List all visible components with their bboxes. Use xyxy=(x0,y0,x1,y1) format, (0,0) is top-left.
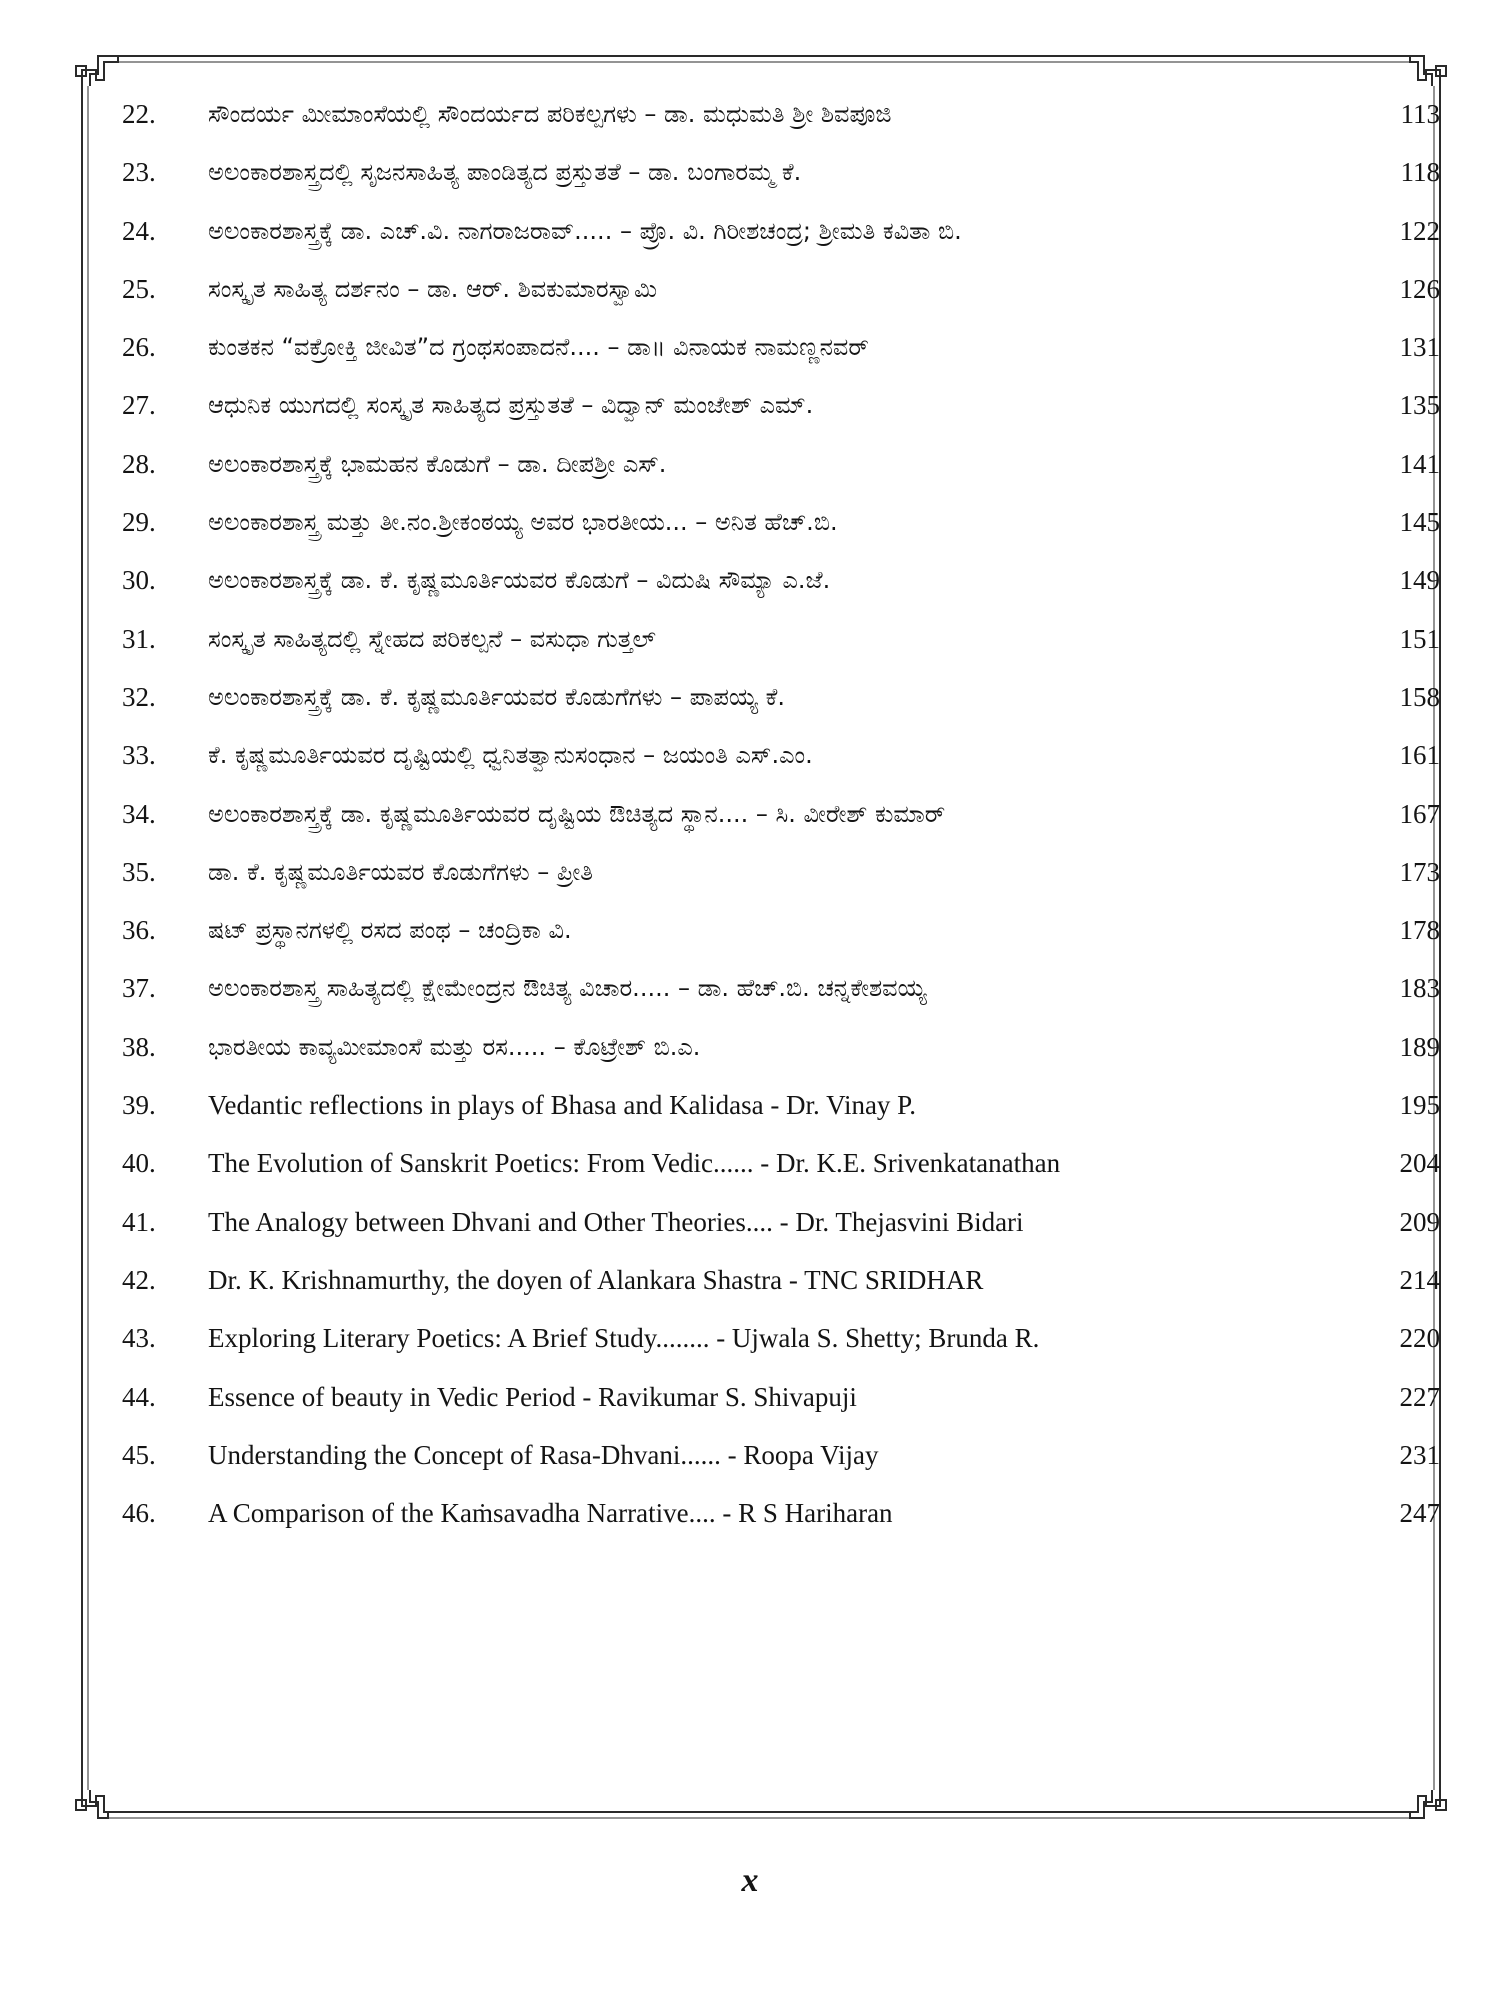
toc-entry-number: 26. xyxy=(122,332,156,363)
toc-entry-title: ಸಂಸ್ಕೃತ ಸಾಹಿತ್ಯ ದರ್ಶನಂ – ಡಾ. ಆರ್. ಶಿವಕುಮಾರಸ್ವಾಮಿ xyxy=(208,274,658,303)
toc-entry-page: 141 xyxy=(1399,448,1440,479)
toc-entry-number: 32. xyxy=(122,681,156,712)
toc-entry-number: 22. xyxy=(122,99,156,129)
toc-entry-page: 158 xyxy=(1399,681,1440,712)
toc-entry-number: 28. xyxy=(122,448,156,479)
toc-entry-number: 31. xyxy=(122,623,156,654)
toc-entry xyxy=(122,383,1440,441)
toc-entry-title: Exploring Literary Poetics: A Brief Study........ - Ujwala S. Shetty; Brunda R. xyxy=(208,1323,1040,1354)
toc-entry xyxy=(122,442,1440,500)
toc-entry-page: 214 xyxy=(1399,1264,1440,1295)
toc-entry-number: 29. xyxy=(122,507,156,538)
toc-entry-title: ಅಲಂಕಾರಶಾಸ್ತ್ರಕ್ಕೆ ಡಾ. ಕೆ. ಕೃಷ್ಣಮೂರ್ತಿಯವರ ಕೊಡುಗೆಗಳು – ಪಾಪಯ್ಯ ಕೆ. xyxy=(208,682,785,711)
toc-entry-title: Vedantic reflections in plays of Bhasa and Kalidasa - Dr. Vinay P. xyxy=(208,1090,916,1121)
toc-entry-page: 173 xyxy=(1399,856,1440,887)
page-number: x xyxy=(741,1862,759,1899)
toc-entry xyxy=(122,1316,1440,1374)
toc-entry-title: ಅಲಂಕಾರಶಾಸ್ತ್ರಕ್ಕೆ ಡಾ. ಎಚ್.ವಿ. ನಾಗರಾಜರಾವ್..... – ಪ್ರೊ. ವಿ. ಗಿರೀಶಚಂದ್ರ; ಶ್ರೀಮತಿ ಕವಿತಾ ಬಿ. xyxy=(208,216,962,245)
toc-entry xyxy=(122,325,1440,383)
toc-entry-page: 149 xyxy=(1399,565,1440,596)
toc-entry-title: ಅಲಂಕಾರಶಾಸ್ತ್ರ ಸಾಹಿತ್ಯದಲ್ಲಿ ಕ್ಷೇಮೇಂದ್ರನ ಔಚಿತ್ಯ ವಿಚಾರ..... – ಡಾ. ಹೆಚ್.ಬಿ. ಚನ್ನಕೇಶವಯ್ಯ xyxy=(208,974,927,1003)
toc-entry xyxy=(122,1258,1440,1316)
toc-entry-number: 23. xyxy=(122,157,156,188)
toc-entry-title: ಅಲಂಕಾರಶಾಸ್ತ್ರಕ್ಕೆ ಭಾಮಹನ ಕೊಡುಗೆ – ಡಾ. ದೀಪಶ್ರೀ ಎಸ್. xyxy=(208,449,667,478)
toc-entry xyxy=(122,1433,1440,1491)
toc-entry xyxy=(122,500,1440,558)
toc-entry-number: 37. xyxy=(122,973,156,1004)
toc-entry-page: 231 xyxy=(1399,1439,1440,1470)
toc-entry-page: 227 xyxy=(1399,1381,1440,1412)
toc-entry-number: 33. xyxy=(122,740,156,771)
toc-entry xyxy=(122,267,1440,325)
toc-entry-number: 24. xyxy=(122,215,156,246)
toc-entry xyxy=(122,908,1440,966)
toc-entry xyxy=(122,1491,1440,1549)
toc-entry-page: 167 xyxy=(1399,798,1440,829)
toc-entry-title: ಷಟ್ ಪ್ರಸ್ಥಾನಗಳಲ್ಲಿ ರಸದ ಪಂಥ – ಚಂದ್ರಿಕಾ ವಿ. xyxy=(208,916,572,945)
toc-entry-page: 204 xyxy=(1399,1148,1440,1179)
toc-entry-page: 131 xyxy=(1399,332,1440,363)
toc-entry-title: The Analogy between Dhvani and Other Theories.... - Dr. Thejasvini Bidari xyxy=(208,1206,1024,1237)
toc-entry-title: ಕೆ. ಕೃಷ್ಣಮೂರ್ತಿಯವರ ದೃಷ್ಟಿಯಲ್ಲಿ ಧ್ವನಿತತ್ವಾನುಸಂಧಾನ – ಜಯಂತಿ ಎಸ್.ಎಂ. xyxy=(208,741,813,770)
table-of-contents xyxy=(122,92,1440,1549)
toc-entry-page: 189 xyxy=(1399,1031,1440,1062)
toc-entry-title: ಅಲಂಕಾರಶಾಸ್ತ್ರದಲ್ಲಿ ಸೃಜನಸಾಹಿತ್ಯ ಪಾಂಡಿತ್ಯದ ಪ್ರಸ್ತುತತೆ – ಡಾ. ಬಂಗಾರಮ್ಮ ಕೆ. xyxy=(208,158,802,187)
toc-entry-page: 220 xyxy=(1399,1323,1440,1354)
toc-entry-page: 113 xyxy=(1400,99,1440,129)
toc-entry-title: ಡಾ. ಕೆ. ಕೃಷ್ಣಮೂರ್ತಿಯವರ ಕೊಡುಗೆಗಳು – ಪ್ರೀತಿ xyxy=(208,857,593,886)
toc-entry xyxy=(122,150,1440,208)
toc-entry xyxy=(122,1083,1440,1141)
toc-entry-title: ಅಲಂಕಾರಶಾಸ್ತ್ರಕ್ಕೆ ಡಾ. ಕೆ. ಕೃಷ್ಣಮೂರ್ತಿಯವರ ಕೊಡುಗೆ – ವಿದುಷಿ ಸೌಮ್ಯಾ ಎ.ಜೆ. xyxy=(208,566,831,595)
toc-entry-page: 122 xyxy=(1399,215,1440,246)
toc-entry-number: 35. xyxy=(122,856,156,887)
toc-entry-title: ಸಂಸ್ಕೃತ ಸಾಹಿತ್ಯದಲ್ಲಿ ಸ್ನೇಹದ ಪರಿಕಲ್ಪನೆ – ವಸುಧಾ ಗುತ್ತಲ್ xyxy=(208,624,656,653)
toc-entry xyxy=(122,792,1440,850)
toc-entry-page: 151 xyxy=(1399,623,1440,654)
toc-entry-number: 30. xyxy=(122,565,156,596)
toc-entry-number: 27. xyxy=(122,390,156,421)
toc-entry xyxy=(122,675,1440,733)
toc-entry-number: 44. xyxy=(122,1381,156,1412)
toc-entry xyxy=(122,1375,1440,1433)
toc-entry-number: 46. xyxy=(122,1498,156,1529)
toc-entry-page: 118 xyxy=(1400,157,1440,188)
toc-entry-page: 126 xyxy=(1399,273,1440,304)
toc-entry-number: 43. xyxy=(122,1323,156,1354)
toc-entry-number: 45. xyxy=(122,1439,156,1470)
toc-entry-page: 183 xyxy=(1399,973,1440,1004)
toc-entry-title: Essence of beauty in Vedic Period - Ravikumar S. Shivapuji xyxy=(208,1381,857,1412)
toc-entry-page: 135 xyxy=(1399,390,1440,421)
toc-entry-title: ಅಲಂಕಾರಶಾಸ್ತ್ರ ಮತ್ತು ತೀ.ನಂ.ಶ್ರೀಕಂಠಯ್ಯ ಅವರ ಭಾರತೀಯ... – ಅನಿತ ಹೆಚ್.ಬಿ. xyxy=(208,508,838,537)
toc-entry xyxy=(122,209,1440,267)
toc-entry xyxy=(122,966,1440,1024)
toc-entry-number: 25. xyxy=(122,273,156,304)
toc-entry-page: 209 xyxy=(1399,1206,1440,1237)
toc-entry-page: 145 xyxy=(1399,507,1440,538)
toc-entry-title: The Evolution of Sanskrit Poetics: From Vedic...... - Dr. K.E. Srivenkatanathan xyxy=(208,1148,1061,1179)
toc-entry-number: 38. xyxy=(122,1031,156,1062)
toc-entry xyxy=(122,558,1440,616)
toc-entry xyxy=(122,92,1440,150)
toc-entry-page: 195 xyxy=(1399,1090,1440,1121)
toc-entry-number: 36. xyxy=(122,915,156,946)
toc-entry-page: 178 xyxy=(1399,915,1440,946)
toc-entry-number: 40. xyxy=(122,1148,156,1179)
toc-entry-number: 41. xyxy=(122,1206,156,1237)
toc-entry-title: ಕುಂತಕನ “ವಕ್ರೋಕ್ತಿ ಜೀವಿತ”ದ ಗ್ರಂಥಸಂಪಾದನೆ.... – ಡಾ॥ ವಿನಾಯಕ ನಾಮಣ್ಣನವರ್ xyxy=(208,333,869,362)
toc-entry xyxy=(122,1025,1440,1083)
toc-entry-title: ಸೌಂದರ್ಯ ಮೀಮಾಂಸೆಯಲ್ಲಿ ಸೌಂದರ್ಯದ ಪರಿಕಲ್ಪಗಳು – ಡಾ. ಮಧುಮತಿ ಶ್ರೀ ಶಿವಪೂಜಿ xyxy=(208,100,892,128)
toc-entry xyxy=(122,733,1440,791)
toc-entry-number: 42. xyxy=(122,1264,156,1295)
toc-entry-title: ಅಲಂಕಾರಶಾಸ್ತ್ರಕ್ಕೆ ಡಾ. ಕೃಷ್ಣಮೂರ್ತಿಯವರ ದೃಷ್ಟಿಯ ಔಚಿತ್ಯದ ಸ್ಥಾನ.... – ಸಿ. ವೀರೇಶ್ ಕುಮಾರ್ xyxy=(208,799,946,828)
toc-entry-page: 247 xyxy=(1399,1498,1440,1529)
toc-entry-title: ಭಾರತೀಯ ಕಾವ್ಯಮೀಮಾಂಸೆ ಮತ್ತು ರಸ..... – ಕೊಟ್ರೇಶ್ ಬಿ.ಎ. xyxy=(208,1032,701,1061)
toc-entry-title: Dr. K. Krishnamurthy, the doyen of Alankara Shastra - TNC SRIDHAR xyxy=(208,1264,984,1295)
toc-entry xyxy=(122,850,1440,908)
toc-entry-title: A Comparison of the Kaṁsavadha Narrative.... - R S Hariharan xyxy=(208,1498,893,1529)
toc-entry xyxy=(122,1141,1440,1199)
toc-entry-number: 39. xyxy=(122,1090,156,1121)
toc-entry xyxy=(122,1200,1440,1258)
toc-entry-page: 161 xyxy=(1399,740,1440,771)
toc-entry-number: 34. xyxy=(122,798,156,829)
toc-entry-title: ಆಧುನಿಕ ಯುಗದಲ್ಲಿ ಸಂಸ್ಕೃತ ಸಾಹಿತ್ಯದ ಪ್ರಸ್ತುತತೆ – ವಿದ್ವಾನ್ ಮಂಜೇಶ್ ಎಮ್. xyxy=(208,391,814,420)
toc-entry xyxy=(122,617,1440,675)
toc-entry-title: Understanding the Concept of Rasa-Dhvani...... - Roopa Vijay xyxy=(208,1439,879,1470)
